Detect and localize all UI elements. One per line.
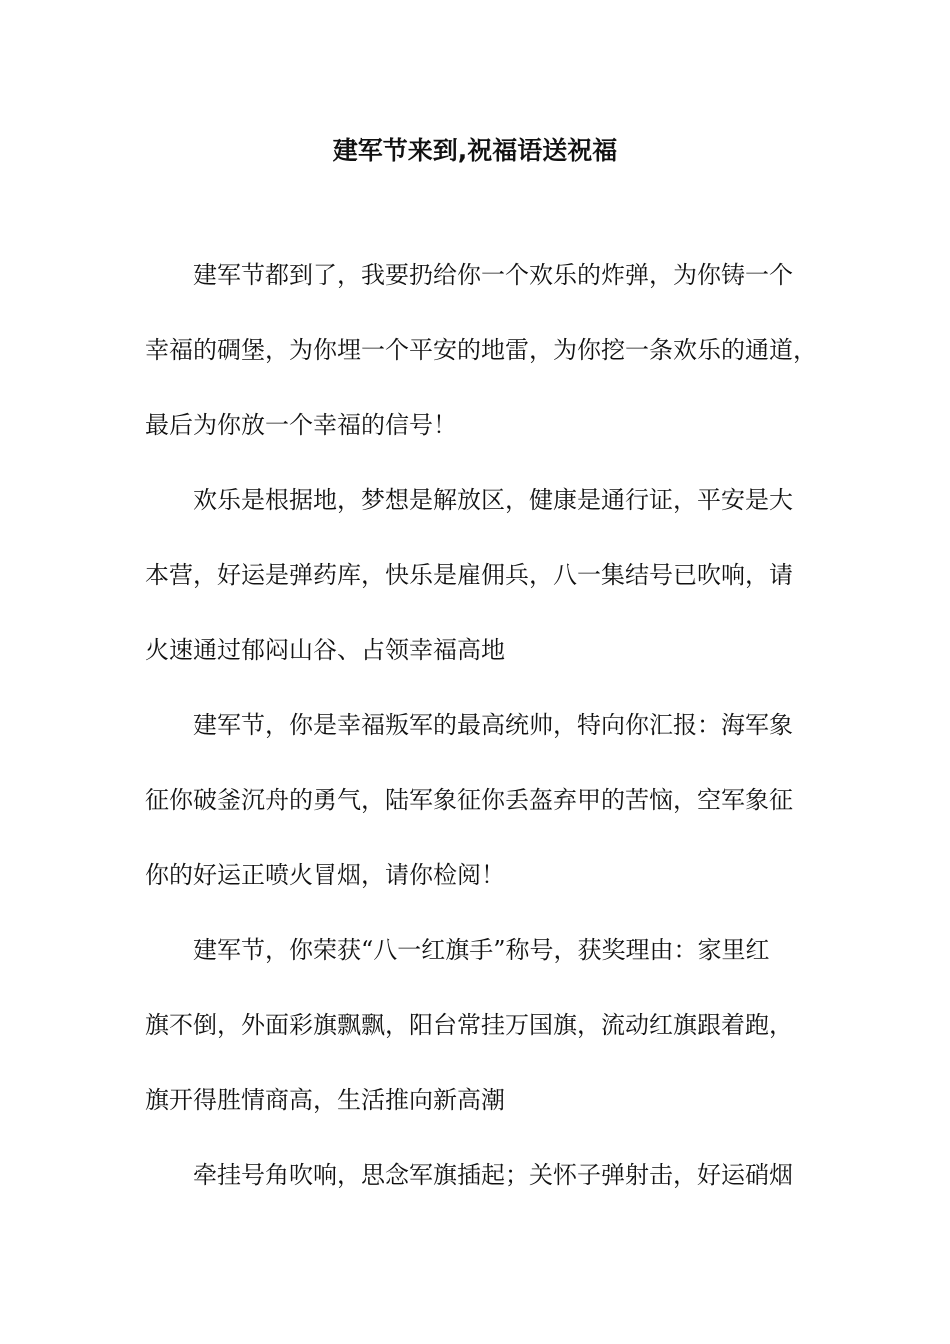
paragraph-3-line-3: 你的好运正喷火冒烟，请你检阅！ [145, 861, 505, 889]
paragraph-2-line-1: 欢乐是根据地，梦想是解放区，健康是通行证，平安是大 [193, 486, 793, 514]
paragraph-4-line-1: 建军节，你荣获“八一红旗手”称号，获奖理由：家里红 [193, 936, 770, 964]
paragraph-1-line-2: 幸福的碉堡，为你埋一个平安的地雷，为你挖一条欢乐的通道， [145, 336, 817, 364]
paragraph-2-line-3: 火速通过郁闷山谷、占领幸福高地 [145, 636, 505, 664]
paragraph-3-line-2: 征你破釜沉舟的勇气，陆军象征你丢盔弃甲的苦恼，空军象征 [145, 786, 793, 814]
paragraph-1-line-3: 最后为你放一个幸福的信号！ [145, 411, 457, 439]
paragraph-3-line-1: 建军节，你是幸福叛军的最高统帅，特向你汇报：海军象 [193, 711, 793, 739]
paragraph-1-line-1: 建军节都到了，我要扔给你一个欢乐的炸弹，为你铸一个 [193, 261, 793, 289]
paragraph-4-line-3: 旗开得胜情商高，生活推向新高潮 [145, 1086, 505, 1114]
paragraph-5-line-1: 牵挂号角吹响，思念军旗插起；关怀子弹射击，好运硝烟 [193, 1161, 793, 1189]
page-title: 建军节来到,祝福语送祝福 [332, 136, 618, 165]
paragraph-2-line-2: 本营，好运是弹药库，快乐是雇佣兵，八一集结号已吹响，请 [145, 561, 793, 589]
paragraph-4-line-2: 旗不倒，外面彩旗飘飘，阳台常挂万国旗，流动红旗跟着跑， [145, 1011, 793, 1039]
